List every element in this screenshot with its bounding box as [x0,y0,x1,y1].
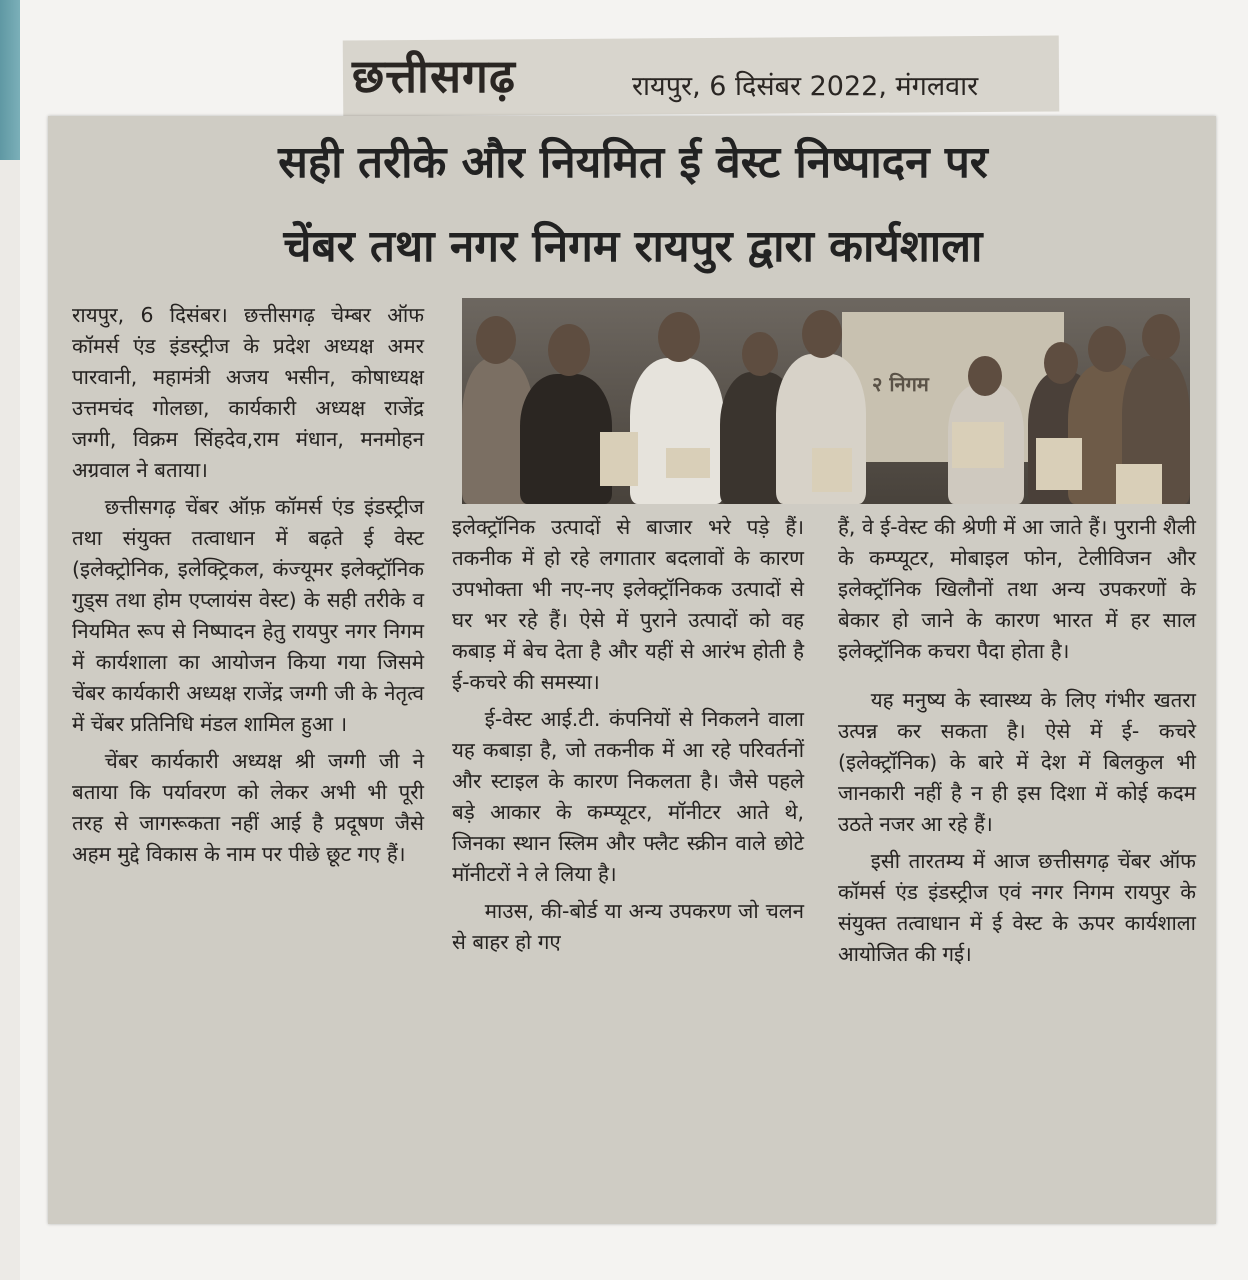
person-4-head [742,332,778,376]
banner-text: २ निगम [872,372,929,396]
person-3 [630,358,724,504]
article-column-2 [452,512,804,958]
person-1-head [476,316,516,364]
article-column-1 [72,300,424,870]
newspaper-name: छत्तीसगढ़ [352,49,516,103]
person-3-head [658,312,700,362]
newspaper-dateline: रायपुर, 6 दिसंबर 2022, मंगलवार [632,71,979,102]
article-column-3 [838,512,1196,970]
person-6-head [968,356,1002,396]
col3-paragraph-3: इसी तारतम्य में आज छत्तीसगढ़ चेंबर ऑफ कॉमर्स एंड इंडस्ट्रीज एवं नगर निगम रायपुर के संयुक्त तत्वाधान में ई वेस्ट के ऊपर कार्यशाला आयोजित की गई। [838,849,1196,966]
headline-line-1: सही तरीके और नियमित ई वेस्ट निष्पादन पर [278,137,988,188]
person-2-head [548,324,590,376]
event-photo [462,298,1190,504]
col3-paragraph-1: हैं, वे ई-वेस्ट की श्रेणी में आ जाते हैं। पुरानी शैली के कम्प्यूटर, मोबाइल फोन, टेलीविजन और इलेक्ट्रॉनिक खिलौनों तथा अन्य उपकरणों के बेकार हो जाने के कारण भारत में हर साल इलेक्ट्रॉनिक कचरा पैदा होता है। [838,515,1196,663]
col2-paragraph-2: ई-वेस्ट आई.टी. कंपनियों से निकलने वाला यह कबाड़ा है, जो तकनीक में आ रहे परिवर्तनों और स्टाइल के कारण निकलता है। जैसे पहले बड़े आकार के कम्प्यूटर, मॉनीटर आते थे, जिनका स्थान स्लिम और फ्लैट स्क्रीन वाले छोटे मॉनीटरों ने ले लिया है। [452,707,804,886]
col2-paragraph-3: माउस, की-बोर्ड या अन्य उपकरण जो चलन से बाहर हो गए [452,899,804,954]
col1-paragraph-2: छत्तीसगढ़ चेंबर ऑफ़ कॉमर्स एंड इंडस्ट्रीज तथा संयुक्त तत्वाधान में बढ़ते ई वेस्ट (इलेक्ट्रोनिक, इलेक्ट्रिकल, कंज्यूमर इलेक्ट्रॉनिक गुड्स तथा होम एप्लायंस वेस्ट) के सही तरीके व नियमित रूप से निष्पादन हेतु रायपुर नगर निगम में कार्यशाला का आयोजन किया गया जिसमे चेंबर कार्यकारी अध्यक्ष राजेंद्र जग्गी जी के नेतृत्व में चेंबर प्रतिनिधि मंडल शामिल हुआ । [72,495,424,736]
person-7-head [1044,342,1078,384]
held-booklet-4 [952,422,1004,468]
held-booklet-5 [1036,438,1082,490]
held-booklet-2 [666,448,710,478]
person-5-head [802,310,842,358]
col2-paragraph-1: इलेक्ट्रॉनिक उत्पादों से बाजार भरे पड़े हैं। तकनीक में हो रहे लगातार बदलावों के कारण उपभोक्ता भी नए-नए इलेक्ट्रॉनिकक उत्पादों से घर भर रहे हैं। ऐसे में पुराने उत्पादों को वह कबाड़ में बेच देता है और यहीं से आरंभ होती है ई-कचरे की समस्या। [452,515,804,694]
person-2 [520,374,612,504]
person-8-head [1088,326,1126,372]
held-booklet-1 [600,432,638,486]
held-booklet-3 [812,448,852,492]
headline-line-2: चेंबर तथा नगर निगम रायपुर द्वारा कार्यशाला [283,221,983,272]
held-booklet-6 [1116,464,1162,504]
col3-paragraph-2: यह मनुष्य के स्वास्थ्य के लिए गंभीर खतरा उत्पन्न कर सकता है। ऐसे में ई- कचरे (इलेक्ट्रॉनिक) के बारे में देश में बिलकुल भी जानकारी नहीं है न ही इस दिशा में कोई कदम उठते नजर आ रहे हैं। [838,688,1196,836]
col1-paragraph-3: चेंबर कार्यकारी अध्यक्ष श्री जग्गी जी ने बताया कि पर्यावरण को लेकर अभी भी पूरी तरह से जागरूकता नहीं आई है प्रदूषण जैसे अहम मुद्दे विकास के नाम पर पीछे छूट गए हैं। [72,749,424,866]
col1-paragraph-1: रायपुर, 6 दिसंबर। छत्तीसगढ़ चेम्बर ऑफ कॉमर्स एंड इंडस्ट्रीज के प्रदेश अध्यक्ष अमर पारवानी, महामंत्री अजय भसीन, कोषाध्यक्ष उत्तमचंद गोलछा, कार्यकारी अध्यक्ष राजेंद्र जग्गी, विक्रम सिंहदेव,राम मंधान, मनमोहन अग्रवाल ने बताया। [72,303,424,482]
person-9-head [1142,314,1180,360]
